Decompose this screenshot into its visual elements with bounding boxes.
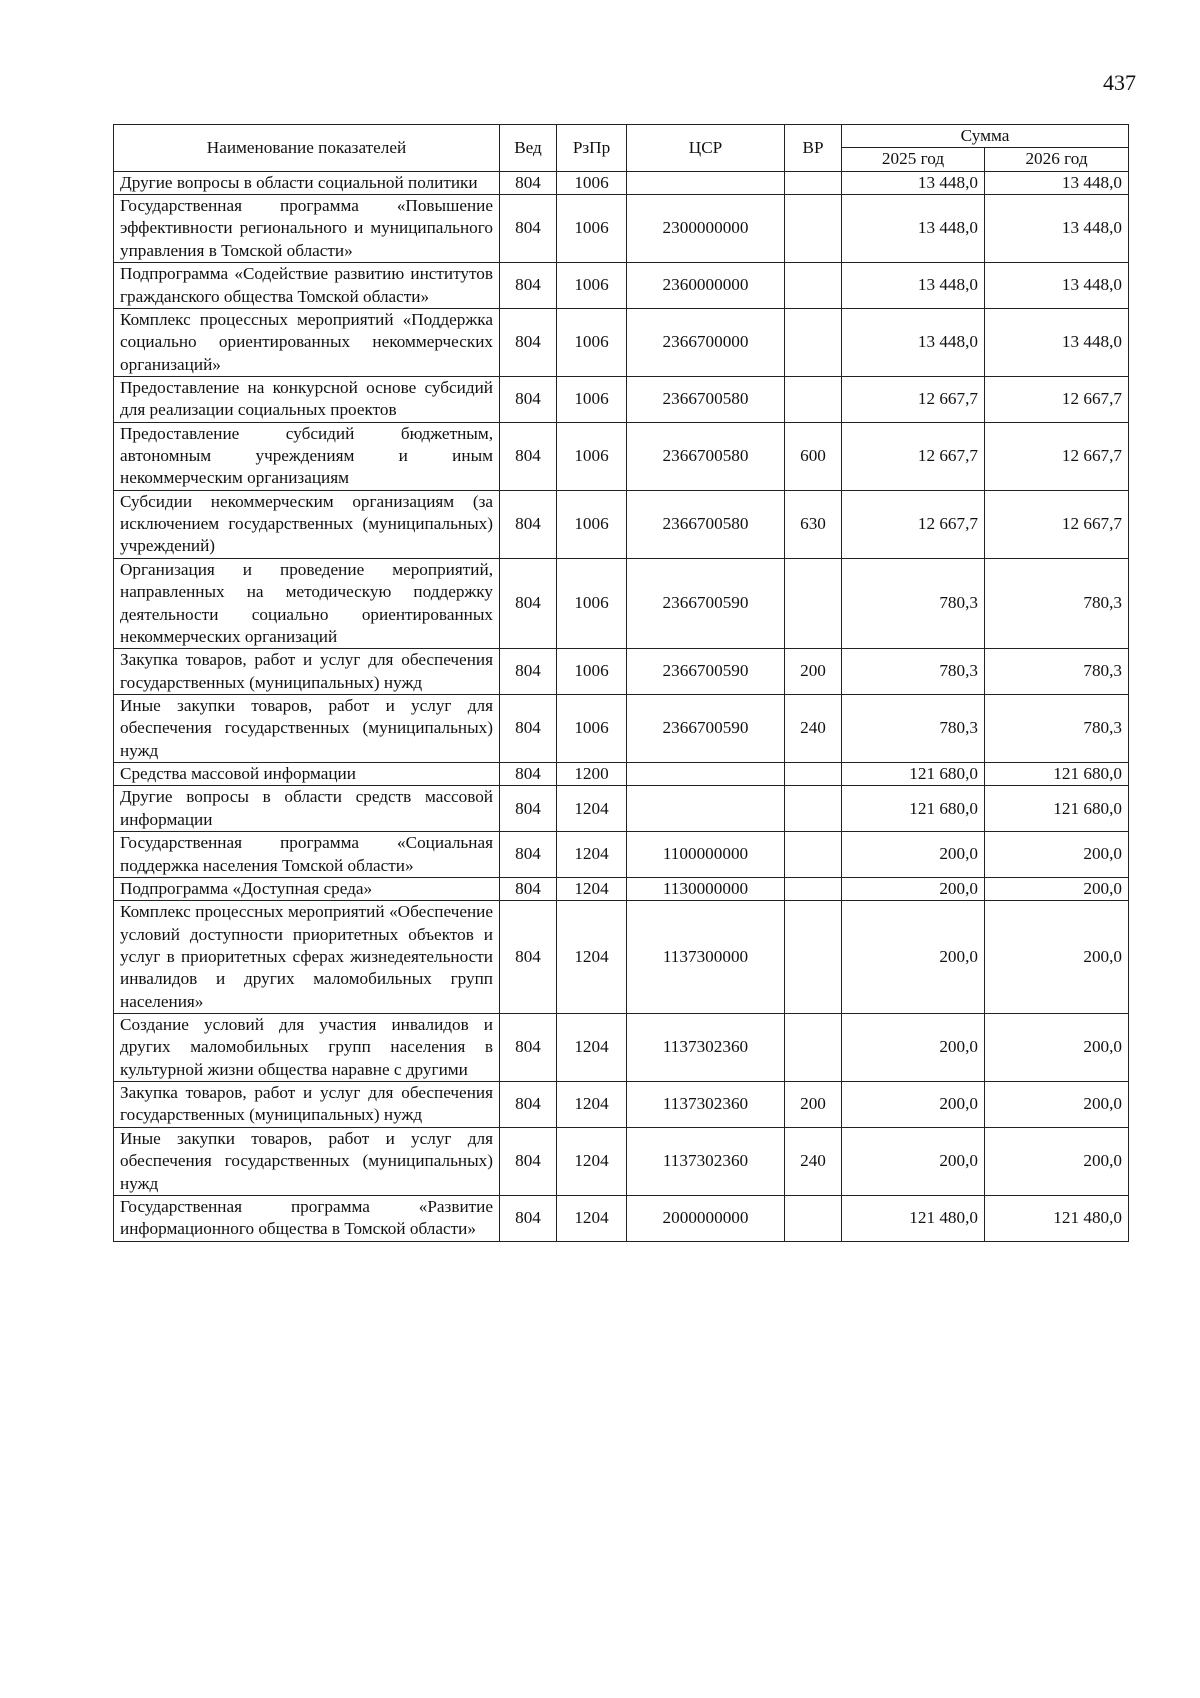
row-csr: 2366700580 [627, 422, 785, 490]
row-csr: 1130000000 [627, 877, 785, 900]
row-ved: 804 [500, 901, 557, 1014]
row-amount-2025: 200,0 [842, 1082, 985, 1128]
table-row [114, 1082, 1129, 1128]
row-name: Закупка товаров, работ и услуг для обеспечения государственных (муниципальных) нужд [114, 649, 500, 695]
table-body [114, 171, 1129, 1241]
table-row [114, 422, 1129, 490]
row-vr [785, 195, 842, 263]
row-amount-2025: 780,3 [842, 694, 985, 762]
row-amount-2026: 200,0 [985, 832, 1129, 878]
row-amount-2025: 200,0 [842, 901, 985, 1014]
row-vr: 240 [785, 1127, 842, 1195]
row-name: Субсидии некоммерческим организациям (за исключением государственных (муниципальных) учреждений) [114, 490, 500, 558]
header-rzpr: РзПр [557, 125, 627, 172]
row-amount-2025: 13 448,0 [842, 171, 985, 194]
row-amount-2025: 780,3 [842, 649, 985, 695]
header-ved: Вед [500, 125, 557, 172]
row-rzpr: 1204 [557, 1195, 627, 1241]
row-csr: 2300000000 [627, 195, 785, 263]
row-ved: 804 [500, 694, 557, 762]
row-rzpr: 1006 [557, 490, 627, 558]
row-amount-2026: 121 680,0 [985, 763, 1129, 786]
row-csr: 2366700580 [627, 490, 785, 558]
row-csr: 2366700590 [627, 649, 785, 695]
row-amount-2025: 13 448,0 [842, 263, 985, 309]
row-ved: 804 [500, 308, 557, 376]
row-amount-2026: 780,3 [985, 649, 1129, 695]
row-amount-2025: 780,3 [842, 558, 985, 648]
row-vr [785, 877, 842, 900]
row-amount-2026: 13 448,0 [985, 195, 1129, 263]
row-rzpr: 1204 [557, 1082, 627, 1128]
row-vr [785, 376, 842, 422]
row-csr: 1100000000 [627, 832, 785, 878]
row-name: Другие вопросы в области средств массовой информации [114, 786, 500, 832]
table-row [114, 786, 1129, 832]
row-amount-2025: 12 667,7 [842, 422, 985, 490]
table-row [114, 901, 1129, 1014]
row-amount-2026: 200,0 [985, 877, 1129, 900]
row-rzpr: 1204 [557, 901, 627, 1014]
row-amount-2026: 13 448,0 [985, 171, 1129, 194]
row-name: Комплекс процессных мероприятий «Обеспечение условий доступности приоритетных объектов и услуг в приоритетных сферах жизнедеятельности инвалидов и других маломобильных групп населения» [114, 901, 500, 1014]
row-vr [785, 558, 842, 648]
row-name: Средства массовой информации [114, 763, 500, 786]
row-csr: 2366700000 [627, 308, 785, 376]
row-ved: 804 [500, 786, 557, 832]
row-ved: 804 [500, 877, 557, 900]
row-csr [627, 763, 785, 786]
table-row [114, 376, 1129, 422]
row-amount-2026: 121 480,0 [985, 1195, 1129, 1241]
row-name: Комплекс процессных мероприятий «Поддержка социально ориентированных некоммерческих организаций» [114, 308, 500, 376]
row-vr [785, 171, 842, 194]
table-row [114, 832, 1129, 878]
row-csr: 2366700590 [627, 694, 785, 762]
row-name: Государственная программа «Развитие информационного общества в Томской области» [114, 1195, 500, 1241]
row-ved: 804 [500, 1127, 557, 1195]
row-amount-2026: 12 667,7 [985, 422, 1129, 490]
row-vr [785, 1014, 842, 1082]
row-rzpr: 1204 [557, 877, 627, 900]
row-name: Предоставление на конкурсной основе субсидий для реализации социальных проектов [114, 376, 500, 422]
row-vr [785, 832, 842, 878]
row-amount-2026: 13 448,0 [985, 308, 1129, 376]
row-amount-2025: 12 667,7 [842, 490, 985, 558]
row-vr: 240 [785, 694, 842, 762]
table-row [114, 308, 1129, 376]
row-rzpr: 1006 [557, 171, 627, 194]
row-ved: 804 [500, 1195, 557, 1241]
row-csr: 1137300000 [627, 901, 785, 1014]
table-header [114, 125, 1129, 172]
row-name: Другие вопросы в области социальной политики [114, 171, 500, 194]
table-row [114, 694, 1129, 762]
row-amount-2026: 780,3 [985, 558, 1129, 648]
row-amount-2026: 200,0 [985, 1082, 1129, 1128]
row-amount-2025: 200,0 [842, 1127, 985, 1195]
row-ved: 804 [500, 490, 557, 558]
row-ved: 804 [500, 558, 557, 648]
row-csr: 2360000000 [627, 263, 785, 309]
row-rzpr: 1006 [557, 195, 627, 263]
row-ved: 804 [500, 649, 557, 695]
row-amount-2026: 12 667,7 [985, 490, 1129, 558]
row-rzpr: 1006 [557, 263, 627, 309]
header-vr: ВР [785, 125, 842, 172]
row-ved: 804 [500, 832, 557, 878]
row-name: Иные закупки товаров, работ и услуг для обеспечения государственных (муниципальных) нужд [114, 1127, 500, 1195]
row-amount-2026: 12 667,7 [985, 376, 1129, 422]
row-vr [785, 786, 842, 832]
row-name: Предоставление субсидий бюджетным, автономным учреждениям и иным некоммерческим организациям [114, 422, 500, 490]
table-row [114, 171, 1129, 194]
row-vr [785, 263, 842, 309]
row-name: Иные закупки товаров, работ и услуг для обеспечения государственных (муниципальных) нужд [114, 694, 500, 762]
row-vr: 600 [785, 422, 842, 490]
row-rzpr: 1006 [557, 649, 627, 695]
table-row [114, 1195, 1129, 1241]
row-csr: 2366700580 [627, 376, 785, 422]
row-name: Подпрограмма «Содействие развитию институтов гражданского общества Томской области» [114, 263, 500, 309]
table-row [114, 763, 1129, 786]
row-vr [785, 901, 842, 1014]
row-vr: 200 [785, 1082, 842, 1128]
row-name: Государственная программа «Социальная поддержка населения Томской области» [114, 832, 500, 878]
row-name: Подпрограмма «Доступная среда» [114, 877, 500, 900]
table-row [114, 1127, 1129, 1195]
row-amount-2026: 780,3 [985, 694, 1129, 762]
row-name: Государственная программа «Повышение эффективности регионального и муниципального управления в Томской области» [114, 195, 500, 263]
row-amount-2025: 200,0 [842, 877, 985, 900]
row-rzpr: 1204 [557, 1014, 627, 1082]
budget-table [113, 124, 1129, 1242]
row-rzpr: 1204 [557, 1127, 627, 1195]
row-ved: 804 [500, 1082, 557, 1128]
row-name: Создание условий для участия инвалидов и других маломобильных групп населения в культурной жизни общества наравне с другими [114, 1014, 500, 1082]
row-csr: 2000000000 [627, 1195, 785, 1241]
row-vr: 200 [785, 649, 842, 695]
row-rzpr: 1006 [557, 376, 627, 422]
row-ved: 804 [500, 1014, 557, 1082]
row-vr: 630 [785, 490, 842, 558]
row-csr [627, 171, 785, 194]
row-ved: 804 [500, 195, 557, 263]
row-amount-2026: 13 448,0 [985, 263, 1129, 309]
row-amount-2026: 200,0 [985, 1127, 1129, 1195]
row-rzpr: 1204 [557, 832, 627, 878]
row-amount-2025: 13 448,0 [842, 308, 985, 376]
row-csr: 1137302360 [627, 1014, 785, 1082]
row-vr [785, 763, 842, 786]
header-csr: ЦСР [627, 125, 785, 172]
table-row [114, 877, 1129, 900]
table-row [114, 1014, 1129, 1082]
row-rzpr: 1006 [557, 308, 627, 376]
header-name: Наименование показателей [114, 125, 500, 172]
header-year-2026: 2026 год [985, 148, 1129, 171]
row-ved: 804 [500, 171, 557, 194]
row-csr [627, 786, 785, 832]
table-row [114, 490, 1129, 558]
row-csr: 1137302360 [627, 1127, 785, 1195]
header-sum: Сумма [842, 125, 1129, 148]
page-number: 437 [1103, 70, 1136, 95]
row-amount-2026: 200,0 [985, 901, 1129, 1014]
row-vr [785, 308, 842, 376]
row-rzpr: 1204 [557, 786, 627, 832]
row-rzpr: 1006 [557, 422, 627, 490]
row-rzpr: 1006 [557, 694, 627, 762]
row-amount-2025: 121 480,0 [842, 1195, 985, 1241]
row-amount-2025: 13 448,0 [842, 195, 985, 263]
row-amount-2025: 12 667,7 [842, 376, 985, 422]
row-rzpr: 1200 [557, 763, 627, 786]
row-ved: 804 [500, 763, 557, 786]
row-amount-2025: 200,0 [842, 1014, 985, 1082]
row-name: Организация и проведение мероприятий, направленных на методическую поддержку деятельности социально ориентированных некоммерческих организаций [114, 558, 500, 648]
header-year-2025: 2025 год [842, 148, 985, 171]
row-amount-2026: 200,0 [985, 1014, 1129, 1082]
row-amount-2026: 121 680,0 [985, 786, 1129, 832]
row-name: Закупка товаров, работ и услуг для обеспечения государственных (муниципальных) нужд [114, 1082, 500, 1128]
row-rzpr: 1006 [557, 558, 627, 648]
row-amount-2025: 200,0 [842, 832, 985, 878]
table-row [114, 195, 1129, 263]
row-csr: 1137302360 [627, 1082, 785, 1128]
row-ved: 804 [500, 422, 557, 490]
table-row [114, 558, 1129, 648]
table-row [114, 649, 1129, 695]
table-row [114, 263, 1129, 309]
row-amount-2025: 121 680,0 [842, 786, 985, 832]
row-ved: 804 [500, 263, 557, 309]
row-vr [785, 1195, 842, 1241]
row-ved: 804 [500, 376, 557, 422]
row-amount-2025: 121 680,0 [842, 763, 985, 786]
row-csr: 2366700590 [627, 558, 785, 648]
